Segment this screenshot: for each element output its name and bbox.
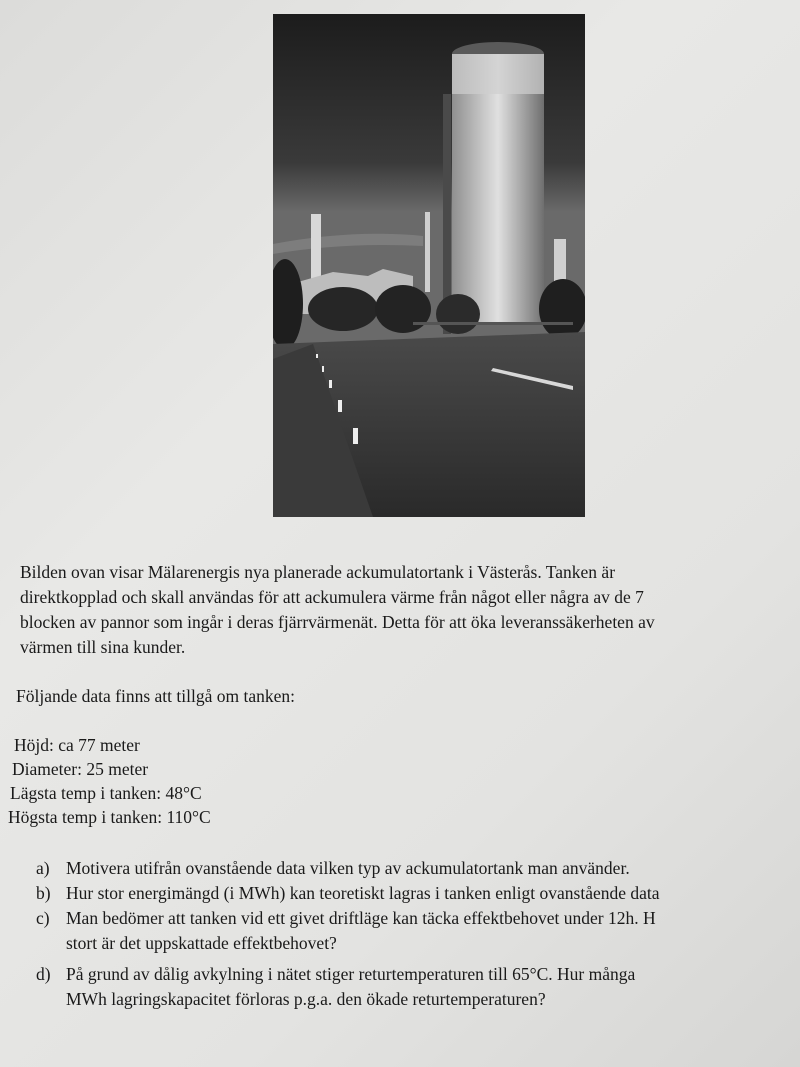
question-text: stort är det uppskattade effektbehovet?: [66, 933, 337, 953]
question-text: Hur stor energimängd (i MWh) kan teoretiskt lagras i tanken enligt ovanstående data: [66, 883, 660, 903]
question-d: [36, 962, 800, 1012]
question-label: a): [36, 858, 50, 878]
question-text: MWh lagringskapacitet förloras p.g.a. den ökade returtemperaturen?: [66, 989, 546, 1009]
data-diameter: Diameter: 25 meter: [12, 759, 149, 779]
question-text: Motivera utifrån ovanstående data vilken typ av ackumulatortank man använder.: [66, 858, 630, 878]
paragraph-line: Bilden ovan visar Mälarenergis nya planerade ackumulatortank i Västerås. Tanken är: [20, 562, 616, 582]
tank-photo-graphic: [273, 14, 585, 517]
question-b: [36, 881, 800, 906]
question-label: d): [36, 964, 51, 984]
paragraph-line: blocken av pannor som ingår i deras fjärrvärmenät. Detta för att öka leveranssäkerheten av: [20, 612, 655, 632]
question-list: [36, 856, 800, 1012]
data-height: Höjd: ca 77 meter: [14, 735, 140, 755]
question-a: [36, 856, 800, 881]
data-max-temp: Högsta temp i tanken: 110°C: [8, 807, 211, 827]
question-label: b): [36, 883, 51, 903]
paragraph-line: värmen till sina kunder.: [20, 637, 186, 657]
question-text: Man bedömer att tanken vid ett givet driftläge kan täcka effektbehovet under 12h. H: [66, 908, 656, 928]
question-text: På grund av dålig avkylning i nätet stiger returtemperaturen till 65°C. Hur många: [66, 964, 636, 984]
data-intro: Följande data finns att tillgå om tanken:: [16, 686, 295, 706]
paragraph-line: direktkopplad och skall användas för att ackumulera värme från något eller några av de 7: [20, 587, 644, 607]
tank-photo: [273, 14, 585, 517]
question-label: c): [36, 908, 50, 928]
intro-paragraph: [20, 560, 790, 660]
question-c: [36, 906, 800, 956]
data-min-temp: Lägsta temp i tanken: 48°C: [10, 783, 202, 803]
